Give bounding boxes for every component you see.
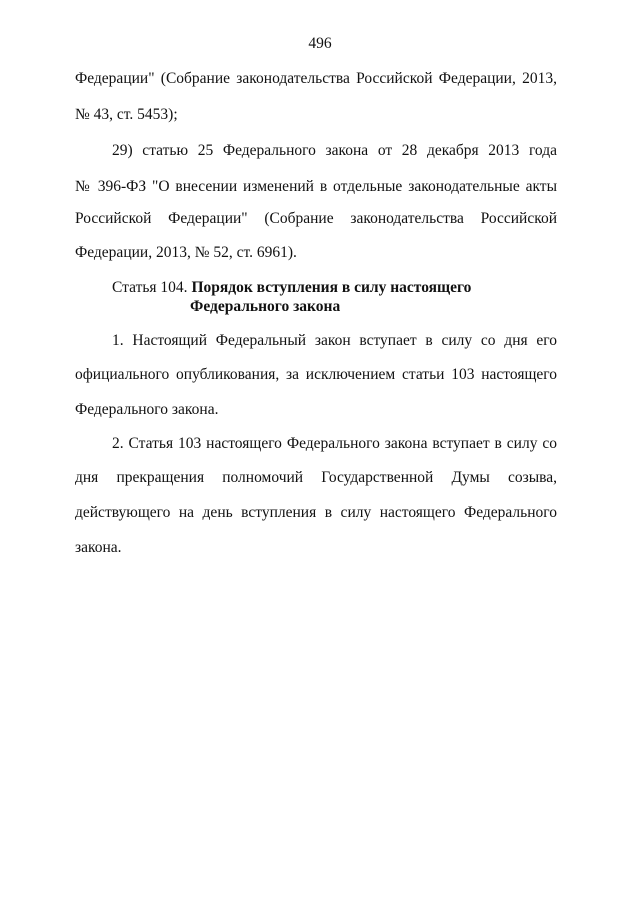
- text-line: дня прекращения полномочий Государственной Думы созыва,: [75, 469, 557, 486]
- text-line: закона.: [75, 539, 122, 556]
- text-line: Федерации, 2013, № 52, ст. 6961).: [75, 244, 297, 261]
- text-line: официального опубликования, за исключением статьи 103 настоящего: [75, 366, 557, 383]
- text-line: действующего на день вступления в силу настоящего Федерального: [75, 504, 557, 521]
- text-line: Российской Федерации" (Собрание законодательства Российской: [75, 210, 557, 227]
- text-line: № 396-ФЗ "О внесении изменений в отдельные законодательные акты: [75, 178, 557, 195]
- article-label: Статья 104.: [112, 279, 188, 296]
- article-title: Порядок вступления в силу настоящего: [191, 279, 472, 296]
- text-line: 2. Статья 103 настоящего Федерального закона вступает в силу со: [112, 435, 557, 452]
- text-line: Федерального закона.: [75, 401, 219, 418]
- text-line: № 43, ст. 5453);: [75, 106, 178, 123]
- page-number: 496: [308, 35, 332, 52]
- text-line: 1. Настоящий Федеральный закон вступает в силу со дня его: [112, 332, 557, 349]
- article-title-continued: Федерального закона: [190, 298, 341, 315]
- text-line: 29) статью 25 Федерального закона от 28 декабря 2013 года: [112, 142, 557, 159]
- text-line: Федерации" (Собрание законодательства Российской Федерации, 2013,: [75, 70, 557, 87]
- article-heading: [112, 279, 471, 297]
